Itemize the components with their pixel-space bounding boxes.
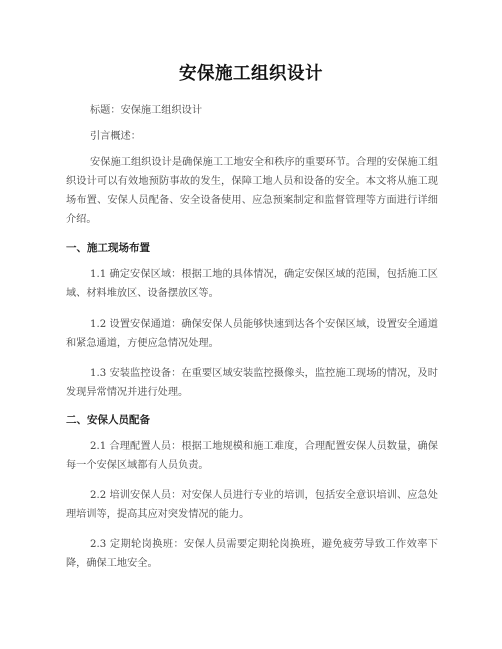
subtitle-line: 标题：安保施工组织设计 [90, 105, 203, 116]
section-1-item-1: 1.1 确定安保区域：根据工地的具体情况，确定安保区域的范围，包括施工区域、材料堆放区、设备摆放区等。 [66, 269, 438, 299]
section-2-item-1: 2.1 合理配置人员：根据工地规模和施工难度，合理配置安保人员数量，确保每一个安保区域都有人员负责。 [66, 441, 438, 471]
section-2-item-3: 2.3 定期轮岗换班：安保人员需要定期轮岗换班，避免疲劳导致工作效率下降，确保工地安全。 [66, 539, 438, 569]
section-2-heading: 二、安保人员配备 [66, 414, 150, 426]
intro-label: 引言概述： [90, 131, 141, 142]
document-title: 安保施工组织设计 [179, 64, 323, 84]
section-2-item-2: 2.2 培训安保人员：对安保人员进行专业的培训，包括安全意识培训、应急处理培训等，提高其应对突发情况的能力。 [66, 490, 438, 520]
intro-paragraph: 安保施工组织设计是确保施工工地安全和秩序的重要环节。合理的安保施工组织设计可以有效地预防事故的发生，保障工地人员和设备的安全。本文将从施工现场布置、安保人员配备、安全设备使用、应急预案制定和监督管理等方面进行详细介绍。 [66, 157, 438, 225]
section-1-item-3: 1.3 安装监控设备：在重要区域安装监控摄像头，监控施工现场的情况，及时发现异常情况并进行处理。 [66, 368, 438, 398]
section-1-heading: 一、施工现场布置 [66, 242, 150, 254]
section-1-item-2: 1.2 设置安保通道：确保安保人员能够快速到达各个安保区域，设置安全通道和紧急通道，方便应急情况处理。 [66, 319, 438, 349]
